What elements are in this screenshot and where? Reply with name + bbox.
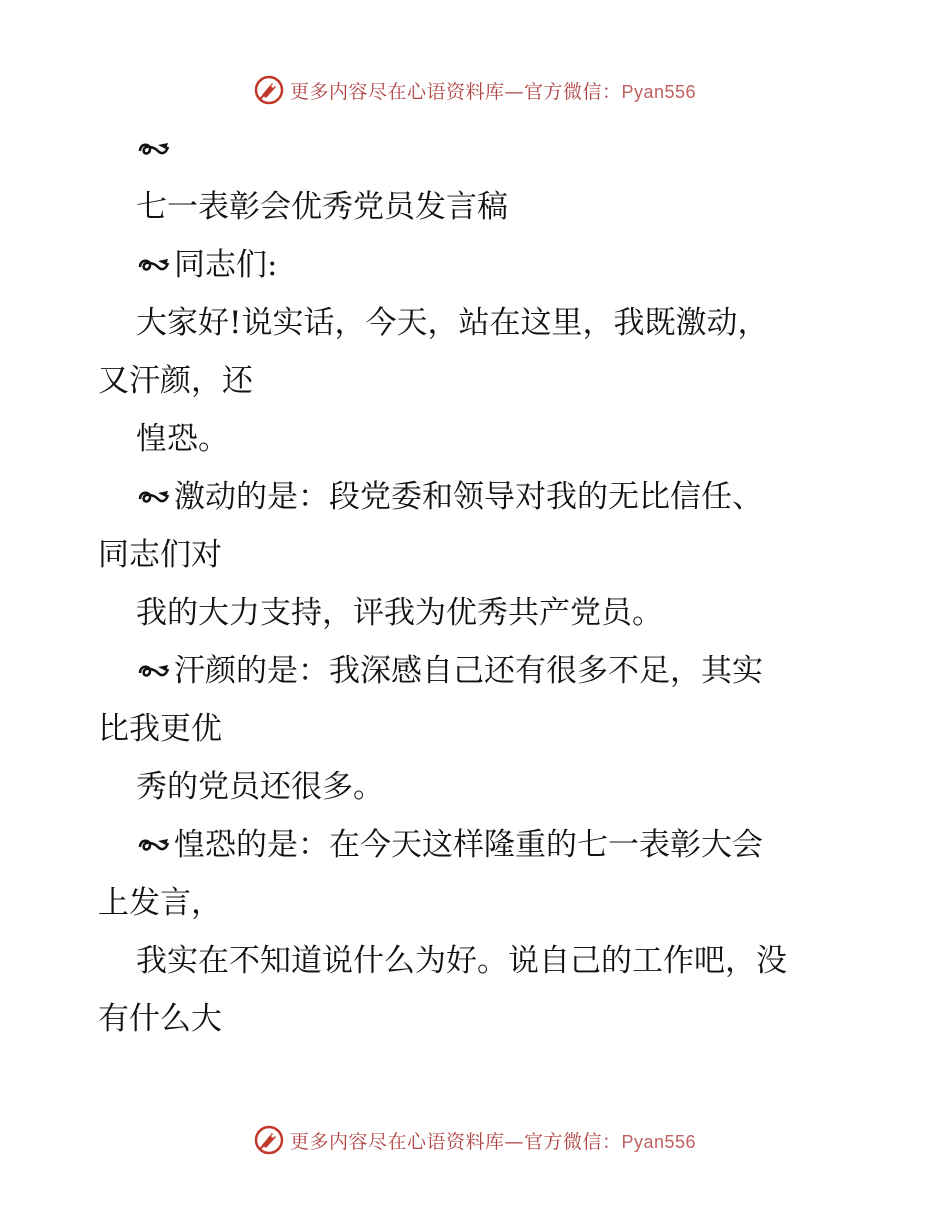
paragraph-text: 汗颜的是：我深感自己还有很多不足，其实	[174, 653, 763, 689]
paragraph-text: 激动的是：段党委和领导对我的无比信任、	[174, 479, 763, 515]
header-banner	[0, 70, 950, 110]
paragraph-line: 惶恐。	[136, 421, 229, 457]
paragraph-line	[98, 468, 868, 526]
greeting-line	[98, 236, 868, 294]
paragraph-line: 我实在不知道说什么为好。说自己的工作吧，没	[136, 943, 787, 979]
paragraph-line: 有什么大	[98, 1001, 222, 1037]
paragraph-line: 我的大力支持，评我为优秀共产党员。	[136, 595, 663, 631]
flourish-bullet-icon	[136, 485, 172, 509]
document-title: 七一表彰会优秀党员发言稿	[136, 189, 508, 225]
footer-banner-text: 更多内容尽在心语资料库—官方微信：	[289, 1130, 622, 1153]
flourish-bullet-icon	[136, 137, 172, 161]
flourish-line	[98, 120, 868, 178]
paragraph-line: 上发言，	[98, 885, 222, 921]
greeting-text: 同志们:	[174, 247, 278, 283]
paragraph-line: 比我更优	[98, 711, 222, 747]
header-banner-text: 更多内容尽在心语资料库—官方微信：	[289, 80, 622, 103]
flourish-bullet-icon	[136, 833, 172, 857]
paragraph-line: 大家好!说实话，今天，站在这里，我既激动，	[136, 305, 769, 341]
paragraph-line: 同志们对	[98, 537, 222, 573]
document-body	[98, 120, 868, 1048]
paragraph-line	[98, 642, 868, 700]
paragraph-text: 惶恐的是：在今天这样隆重的七一表彰大会	[174, 827, 763, 863]
pen-nib-logo-icon	[254, 75, 284, 105]
footer-wechat-id: Pyan556	[621, 1131, 697, 1152]
flourish-bullet-icon	[136, 659, 172, 683]
paragraph-line: 又汗颜，还	[98, 363, 253, 399]
flourish-bullet-icon	[136, 253, 172, 277]
footer-banner	[0, 1120, 950, 1160]
paragraph-line: 秀的党员还很多。	[136, 769, 384, 805]
pen-nib-logo-icon	[254, 1125, 284, 1155]
header-wechat-id: Pyan556	[621, 81, 697, 102]
paragraph-line	[98, 816, 868, 874]
